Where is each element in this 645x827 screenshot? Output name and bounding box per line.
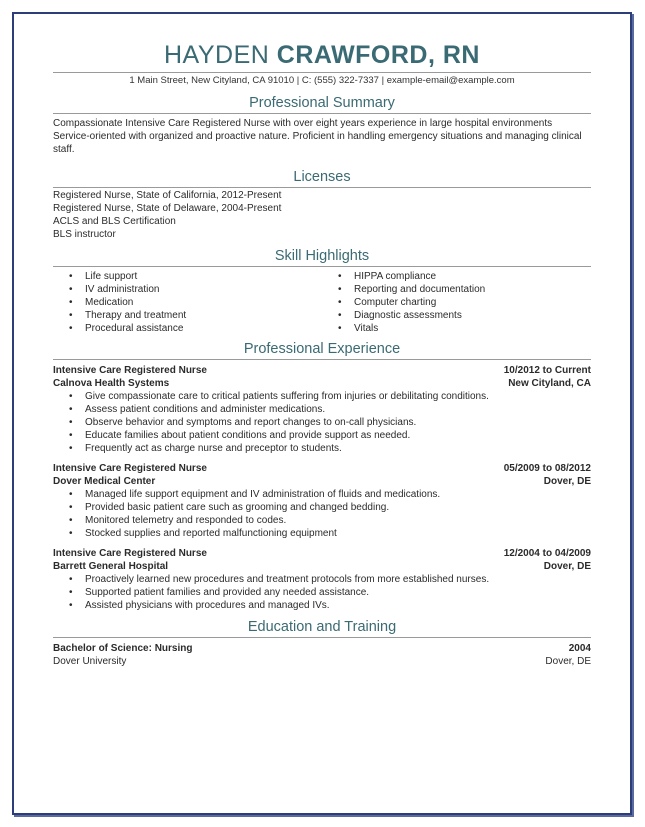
job-location: New Cityland, CA [508, 378, 591, 389]
duty-item: • Frequently act as charge nurse and preceptor to students. [53, 442, 591, 455]
job-location: Dover, DE [543, 561, 591, 572]
resume-name [53, 40, 591, 70]
summary-divider [53, 113, 591, 114]
job-dates: 05/2009 to 08/2012 [503, 463, 591, 474]
skill-item: • Therapy and treatment [53, 309, 322, 322]
job-duties [53, 390, 591, 455]
education-year: 2004 [568, 643, 591, 654]
job-employer: Barrett General Hospital [53, 561, 169, 572]
skill-item: • Medication [53, 296, 322, 309]
duty-item: • Assisted physicians with procedures and managed IVs. [53, 599, 591, 612]
duty-item: • Assess patient conditions and administer medications. [53, 403, 591, 416]
job-entry [53, 364, 591, 455]
duty-item: • Educate families about patient conditions and provide support as needed. [53, 429, 591, 442]
education-heading: Education and Training [247, 619, 397, 635]
duty-item: • Observe behavior and symptoms and report changes to on-call physicians. [53, 416, 591, 429]
duty-item: • Give compassionate care to critical patients suffering from injuries or debilitating conditions. [53, 390, 591, 403]
job-header [53, 364, 591, 377]
licenses-divider [53, 187, 591, 188]
skill-item: • Life support [53, 270, 322, 283]
duty-item: • Proactively learned new procedures and treatment protocols from more established nurses. [53, 573, 591, 586]
job-employer-row [53, 560, 591, 573]
job-employer-row [53, 475, 591, 488]
job-employer: Dover Medical Center [53, 476, 156, 487]
last-name: CRAWFORD, RN [276, 41, 480, 69]
job-location: Dover, DE [543, 476, 591, 487]
first-name: HAYDEN [163, 41, 270, 69]
job-header [53, 462, 591, 475]
education-school-row [53, 655, 591, 668]
experience-divider [53, 359, 591, 360]
job-entry [53, 547, 591, 612]
summary-text: Compassionate Intensive Care Registered Nurse with over eight years experience in large hospital environments Service-oriented with organized and proactive nature. Proficient in handling emergency situations and managing clinical staff. [53, 118, 582, 155]
duty-item: • Monitored telemetry and responded to codes. [53, 514, 591, 527]
experience-heading: Professional Experience [243, 341, 401, 357]
licenses-heading: Licenses [293, 169, 351, 185]
job-role: Intensive Care Registered Nurse [53, 365, 207, 376]
job-duties [53, 573, 591, 612]
job-dates: 12/2004 to 04/2009 [503, 548, 591, 559]
education-location: Dover, DE [545, 656, 591, 667]
job-entry [53, 462, 591, 540]
skills-grid [53, 270, 591, 335]
duty-item: • Supported patient families and provided any needed assistance. [53, 586, 591, 599]
contact-line: 1 Main Street, New Cityland, CA 91010 | C: (555) 322-7337 | example-email@example.com [129, 75, 515, 86]
licenses-list [53, 189, 591, 241]
skill-item: • Reporting and documentation [322, 283, 591, 296]
education-divider [53, 637, 591, 638]
license-item: BLS instructor [53, 229, 116, 240]
education-degree: Bachelor of Science: Nursing [53, 643, 193, 654]
duty-item: • Provided basic patient care such as grooming and changed bedding. [53, 501, 591, 514]
skills-left-column [53, 270, 322, 335]
skill-item: • Computer charting [322, 296, 591, 309]
job-role: Intensive Care Registered Nurse [53, 548, 207, 559]
education-header [53, 642, 591, 655]
job-employer: Calnova Health Systems [53, 378, 170, 389]
summary-heading: Professional Summary [249, 95, 395, 111]
license-item: ACLS and BLS Certification [53, 216, 176, 227]
license-item: Registered Nurse, State of Delaware, 2004-Present [53, 203, 282, 214]
skills-right-column [322, 270, 591, 335]
skill-item: • Diagnostic assessments [322, 309, 591, 322]
duty-item: • Stocked supplies and reported malfunctioning equipment [53, 527, 591, 540]
job-role: Intensive Care Registered Nurse [53, 463, 207, 474]
skills-divider [53, 266, 591, 267]
skills-heading: Skill Highlights [274, 248, 370, 264]
license-item: Registered Nurse, State of California, 2012-Present [53, 190, 282, 201]
job-dates: 10/2012 to Current [503, 365, 591, 376]
skill-item: • HIPPA compliance [322, 270, 591, 283]
duty-item: • Managed life support equipment and IV administration of fluids and medications. [53, 488, 591, 501]
skill-item: • Vitals [322, 322, 591, 335]
job-header [53, 547, 591, 560]
job-duties [53, 488, 591, 540]
education-entry [53, 642, 591, 668]
skill-item: • IV administration [53, 283, 322, 296]
resume-page [53, 40, 591, 668]
education-school: Dover University [53, 656, 127, 667]
job-employer-row [53, 377, 591, 390]
skill-item: • Procedural assistance [53, 322, 322, 335]
